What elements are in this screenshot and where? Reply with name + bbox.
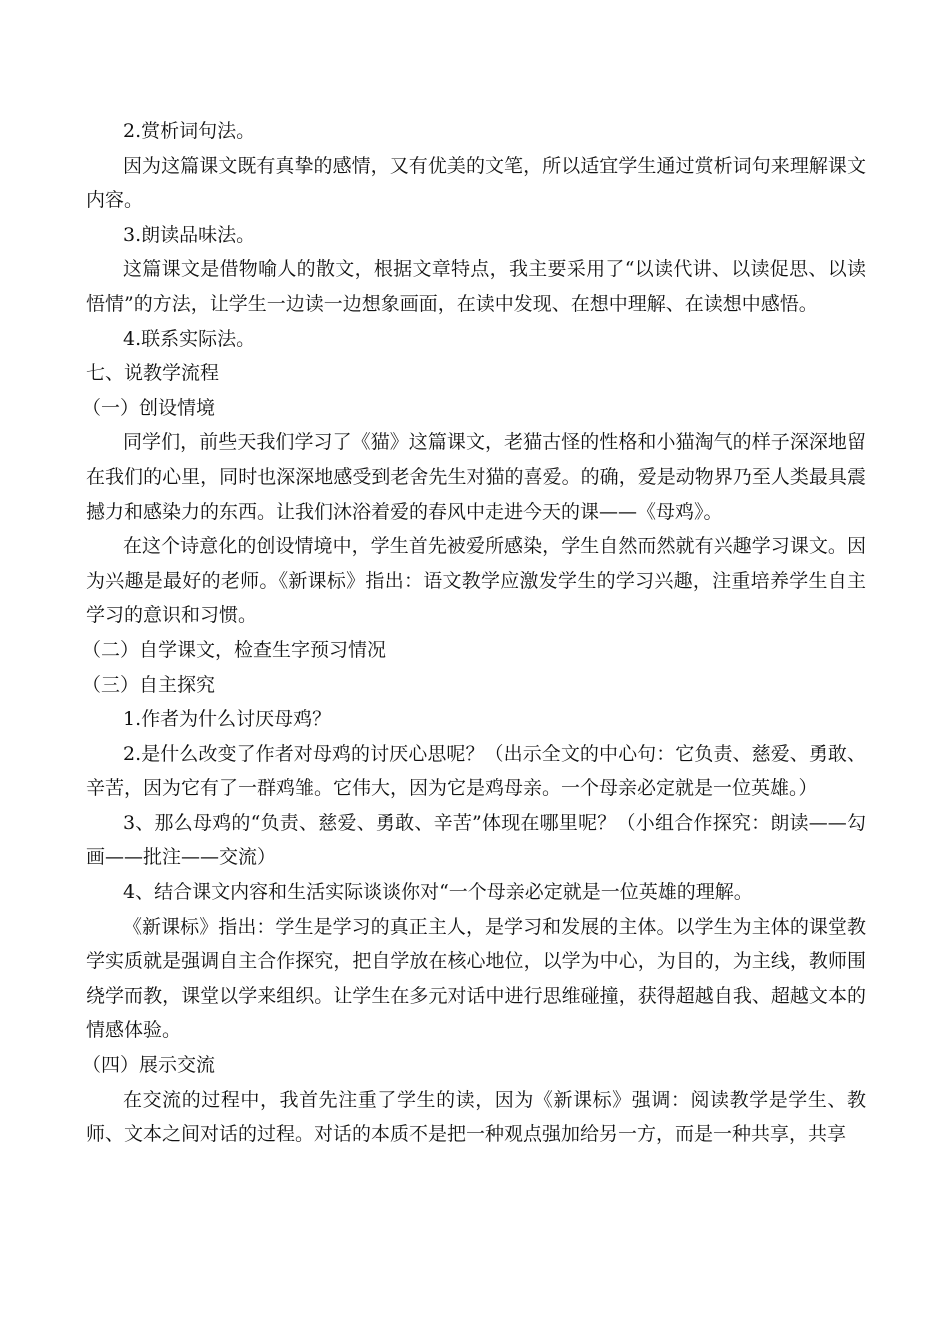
paragraph-method-3: 3.朗读品味法。 [123, 223, 256, 246]
section-heading-teaching-process: 七、说教学流程 [86, 362, 220, 385]
document-body [82, 114, 866, 1152]
question-1: 1.作者为什么讨厌母鸡？ [123, 708, 332, 731]
subheading-self-study: （二）自学课文，检查生字预习情况 [82, 638, 387, 661]
paragraph-curriculum-standard: 《新课标》指出：学生是学习的真正主人，是学习和发展的主体。以学生为主体的课堂教学实质就是强调自主合作探究，把自学放在核心地位，以学为中心，为目的，为主线，教师围绕学而教，课堂以学来组织。让学生在多元对话中进行思维碰撞，获得超越自我、超越文本的情感体验。 [86, 915, 866, 1042]
paragraph-method-2-desc: 因为这篇课文既有真挚的感情，又有优美的文笔，所以适宜学生通过赏析词句来理解课文内容。 [86, 154, 866, 212]
subheading-show-exchange: （四）展示交流 [82, 1054, 216, 1077]
paragraph-situation-analysis: 在这个诗意化的创设情境中，学生首先被爱所感染，学生自然而然就有兴趣学习课文。因为兴趣是最好的老师。《新课标》指出：语文教学应激发学生的学习兴趣，注重培养学生自主学习的意识和习惯。 [86, 535, 866, 627]
question-3: 3、那么母鸡的“负责、慈爱、勇敢、辛苦”体现在哪里呢？（小组合作探究：朗读——勾画——批注——交流） [86, 811, 866, 869]
paragraph-method-4: 4.联系实际法。 [123, 327, 256, 350]
paragraph-method-2: 2.赏析词句法。 [123, 120, 256, 142]
subheading-create-situation: （一）创设情境 [82, 396, 216, 419]
question-4: 4、结合课文内容和生活实际谈谈你对“一个母亲必定就是一位英雄的理解。 [123, 881, 753, 904]
subheading-independent-inquiry: （三）自主探究 [82, 673, 216, 696]
paragraph-intro-speech: 同学们，前些天我们学习了《猫》这篇课文，老猫古怪的性格和小猫淘气的样子深深地留在我们的心里，同时也深深地感受到老舍先生对猫的喜爱。的确，爱是动物界乃至人类最具震撼力和感染力的东西。让我们沐浴着爱的春风中走进今天的课——《母鸡》。 [86, 431, 866, 523]
paragraph-exchange-process: 在交流的过程中，我首先注重了学生的读，因为《新课标》强调：阅读教学是学生、教师、文本之间对话的过程。对话的本质不是把一种观点强加给另一方，而是一种共享，共享 [86, 1088, 866, 1146]
paragraph-method-3-desc: 这篇课文是借物喻人的散文，根据文章特点，我主要采用了“以读代讲、以读促思、以读悟情”的方法，让学生一边读一边想象画面，在读中发现、在想中理解、在读想中感悟。 [86, 258, 866, 315]
question-2: 2.是什么改变了作者对母鸡的讨厌心思呢？（出示全文的中心句：它负责、慈爱、勇敢、辛苦，因为它有了一群鸡雏。它伟大，因为它是鸡母亲。一个母亲必定就是一位英雄。） [86, 742, 866, 800]
